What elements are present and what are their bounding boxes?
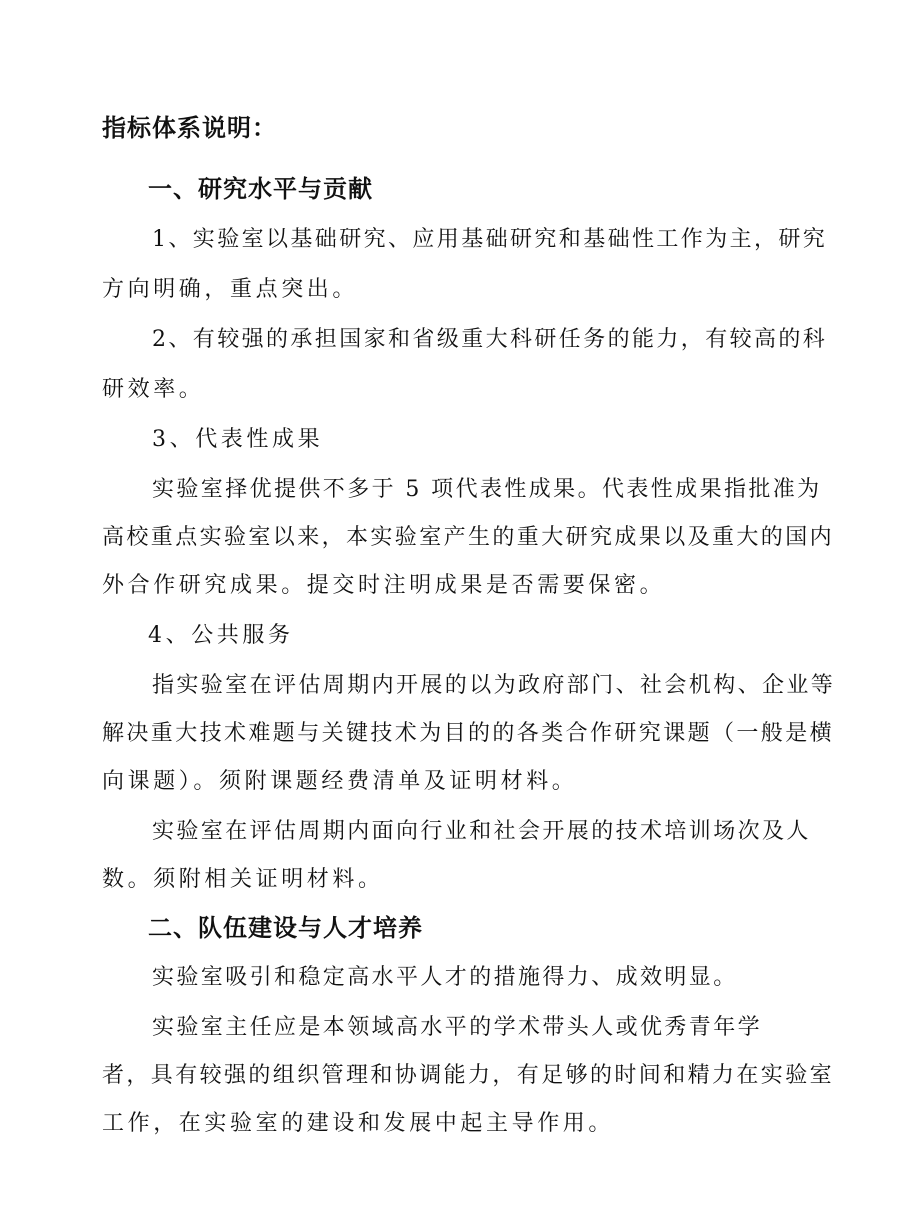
section-2-para-1-line-1: 实验室吸引和稳定高水平人才的措施得力、成效明显。 (152, 965, 738, 990)
item-2-line-1: 2、有较强的承担国家和省级重大科研任务的能力，有较高的科 (152, 327, 828, 352)
item-3-para-line-3: 外合作研究成果。提交时注明成果是否需要保密。 (102, 573, 666, 598)
item-4-para-1-line-1: 指实验室在评估周期内开展的以为政府部门、社会机构、企业等 (152, 673, 836, 698)
item-4-para-1-line-2: 解决重大技术难题与关键技术为目的的各类合作研究课题（一般是横 (102, 721, 835, 746)
section-2-para-2-line-1: 实验室主任应是本领域高水平的学术带头人或优秀青年学 (152, 1015, 763, 1040)
item-4-para-2-line-2: 数。须附相关证明材料。 (102, 867, 384, 892)
item-3-para-line-1: 实验室择优提供不多于 5 项代表性成果。代表性成果指批准为 (152, 477, 822, 502)
item-3-label: 3、代表性成果 (152, 427, 324, 452)
section-2-para-2-line-2: 者，具有较强的组织管理和协调能力，有足够的时间和精力在实验室 (102, 1063, 835, 1088)
section-2-para-2-line-3: 工作，在实验室的建设和发展中起主导作用。 (102, 1111, 615, 1136)
document-title: 指标体系说明： (102, 114, 277, 142)
item-4-para-1-line-3: 向课题）。须附课题经费清单及证明材料。 (102, 769, 578, 794)
section-2-heading: 二、队伍建设与人才培养 (148, 914, 423, 942)
item-2-line-2: 研效率。 (102, 377, 205, 402)
item-3-para-line-2: 高校重点实验室以来，本实验室产生的重大研究成果以及重大的国内 (102, 525, 835, 550)
item-4-para-2-line-1: 实验室在评估周期内面向行业和社会开展的技术培训场次及人 (152, 819, 811, 844)
item-1-line-1: 1、实验室以基础研究、应用基础研究和基础性工作为主，研究 (152, 227, 828, 252)
item-4-label: 4、公共服务 (148, 623, 294, 648)
item-1-line-2: 方向明确，重点突出。 (102, 277, 359, 302)
section-1-heading: 一、研究水平与贡献 (148, 175, 373, 203)
